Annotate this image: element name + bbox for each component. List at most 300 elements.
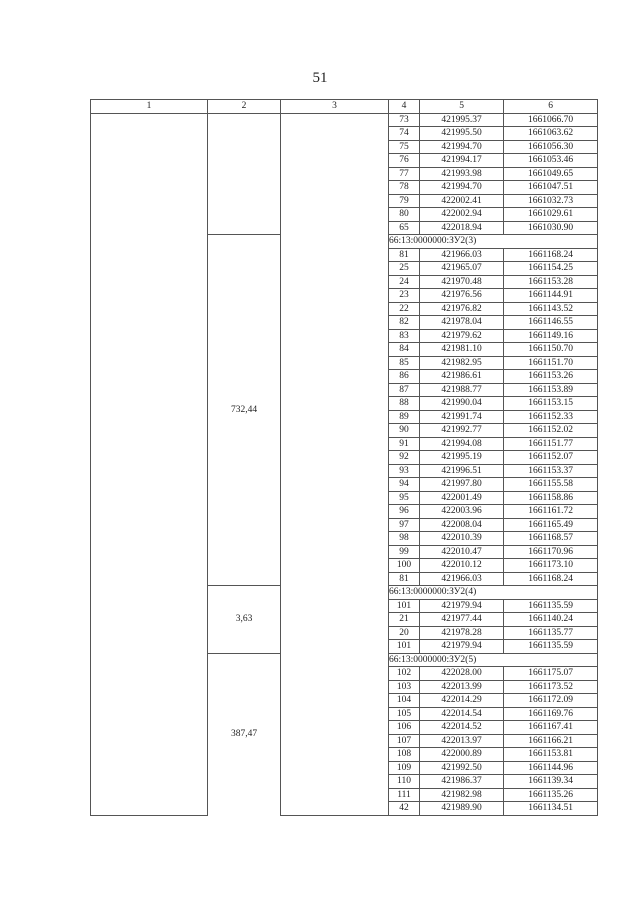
table-row bbox=[91, 707, 598, 721]
faded-cell bbox=[91, 599, 208, 613]
blank-cell bbox=[281, 370, 389, 384]
faded-cell bbox=[91, 316, 208, 330]
point-number: 79 bbox=[389, 194, 420, 208]
y-coordinate: 1661169.76 bbox=[504, 707, 598, 721]
blank-cell bbox=[281, 761, 389, 775]
table-row bbox=[91, 370, 598, 384]
x-coordinate: 422013.97 bbox=[420, 734, 504, 748]
blank-cell bbox=[281, 640, 389, 654]
faded-cell bbox=[91, 626, 208, 640]
x-coordinate: 421997.80 bbox=[420, 478, 504, 492]
faded-cell bbox=[91, 694, 208, 708]
point-number: 88 bbox=[389, 397, 420, 411]
blank-cell bbox=[281, 667, 389, 681]
point-number: 24 bbox=[389, 275, 420, 289]
y-coordinate: 1661152.33 bbox=[504, 410, 598, 424]
header-col-3: 3 bbox=[281, 100, 389, 114]
section-title: 66:13:0000000:ЗУ2(4) bbox=[389, 586, 598, 600]
blank-cell bbox=[281, 788, 389, 802]
blank-cell bbox=[281, 721, 389, 735]
point-number: 75 bbox=[389, 140, 420, 154]
point-number: 65 bbox=[389, 221, 420, 235]
x-coordinate: 422010.12 bbox=[420, 559, 504, 573]
point-number: 77 bbox=[389, 167, 420, 181]
table-row bbox=[91, 194, 598, 208]
x-coordinate: 421990.04 bbox=[420, 397, 504, 411]
y-coordinate: 1661066.70 bbox=[504, 113, 598, 127]
y-coordinate: 1661032.73 bbox=[504, 194, 598, 208]
y-coordinate: 1661053.46 bbox=[504, 154, 598, 168]
faded-cell bbox=[91, 370, 208, 384]
y-coordinate: 1661144.91 bbox=[504, 289, 598, 303]
blank-cell bbox=[281, 221, 389, 235]
faded-cell bbox=[91, 734, 208, 748]
y-coordinate: 1661047.51 bbox=[504, 181, 598, 195]
blank-cell bbox=[281, 802, 389, 816]
section-title: 66:13:0000000:ЗУ2(5) bbox=[389, 653, 598, 667]
point-number: 87 bbox=[389, 383, 420, 397]
x-coordinate: 421986.61 bbox=[420, 370, 504, 384]
y-coordinate: 1661153.37 bbox=[504, 464, 598, 478]
x-coordinate: 421994.70 bbox=[420, 140, 504, 154]
point-number: 105 bbox=[389, 707, 420, 721]
y-coordinate: 1661135.77 bbox=[504, 626, 598, 640]
point-number: 93 bbox=[389, 464, 420, 478]
x-coordinate: 421988.77 bbox=[420, 383, 504, 397]
x-coordinate: 421991.74 bbox=[420, 410, 504, 424]
x-coordinate: 421995.19 bbox=[420, 451, 504, 465]
header-col-1: 1 bbox=[91, 100, 208, 114]
point-number: 89 bbox=[389, 410, 420, 424]
x-coordinate: 422002.94 bbox=[420, 208, 504, 222]
point-number: 101 bbox=[389, 599, 420, 613]
y-coordinate: 1661173.52 bbox=[504, 680, 598, 694]
point-number: 80 bbox=[389, 208, 420, 222]
blank-cell bbox=[281, 181, 389, 195]
y-coordinate: 1661063.62 bbox=[504, 127, 598, 141]
faded-cell bbox=[91, 437, 208, 451]
point-number: 73 bbox=[389, 113, 420, 127]
point-number: 104 bbox=[389, 694, 420, 708]
point-number: 92 bbox=[389, 451, 420, 465]
table-row bbox=[91, 775, 598, 789]
faded-cell bbox=[91, 586, 208, 600]
blank-cell bbox=[281, 680, 389, 694]
faded-cell bbox=[91, 680, 208, 694]
y-coordinate: 1661135.26 bbox=[504, 788, 598, 802]
table-row bbox=[91, 343, 598, 357]
faded-cell bbox=[91, 478, 208, 492]
faded-cell bbox=[91, 343, 208, 357]
table-row bbox=[91, 140, 598, 154]
blank-cell bbox=[208, 221, 281, 235]
point-number: 103 bbox=[389, 680, 420, 694]
table-row bbox=[91, 424, 598, 438]
table-row bbox=[91, 761, 598, 775]
blank-cell bbox=[281, 316, 389, 330]
point-number: 107 bbox=[389, 734, 420, 748]
x-coordinate: 421994.70 bbox=[420, 181, 504, 195]
y-coordinate: 1661167.41 bbox=[504, 721, 598, 735]
page-number: 51 bbox=[312, 70, 328, 86]
point-number: 86 bbox=[389, 370, 420, 384]
table-row bbox=[91, 802, 598, 816]
blank-cell bbox=[281, 262, 389, 276]
y-coordinate: 1661056.30 bbox=[504, 140, 598, 154]
faded-cell bbox=[91, 181, 208, 195]
header-col-4: 4 bbox=[389, 100, 420, 114]
x-coordinate: 421994.17 bbox=[420, 154, 504, 168]
faded-cell bbox=[91, 775, 208, 789]
blank-cell bbox=[281, 613, 389, 627]
faded-cell bbox=[91, 410, 208, 424]
y-coordinate: 1661049.65 bbox=[504, 167, 598, 181]
faded-cell bbox=[91, 653, 208, 667]
faded-cell bbox=[91, 788, 208, 802]
faded-cell bbox=[91, 613, 208, 627]
y-coordinate: 1661153.28 bbox=[504, 275, 598, 289]
x-coordinate: 421966.03 bbox=[420, 248, 504, 262]
y-coordinate: 1661152.07 bbox=[504, 451, 598, 465]
x-coordinate: 422001.49 bbox=[420, 491, 504, 505]
x-coordinate: 421977.44 bbox=[420, 613, 504, 627]
section-row bbox=[91, 235, 598, 249]
x-coordinate: 421976.82 bbox=[420, 302, 504, 316]
faded-cell bbox=[91, 289, 208, 303]
faded-cell bbox=[91, 208, 208, 222]
table-row bbox=[91, 181, 598, 195]
faded-cell bbox=[91, 559, 208, 573]
section-row bbox=[91, 653, 598, 667]
header-col-5: 5 bbox=[420, 100, 504, 114]
table-row bbox=[91, 383, 598, 397]
header-col-2: 2 bbox=[208, 100, 281, 114]
faded-cell bbox=[91, 397, 208, 411]
table-row bbox=[91, 640, 598, 654]
point-number: 23 bbox=[389, 289, 420, 303]
x-coordinate: 421995.50 bbox=[420, 127, 504, 141]
blank-cell bbox=[208, 181, 281, 195]
blank-cell bbox=[281, 545, 389, 559]
table-row bbox=[91, 505, 598, 519]
blank-cell bbox=[281, 586, 389, 600]
blank-cell bbox=[281, 140, 389, 154]
x-coordinate: 421979.62 bbox=[420, 329, 504, 343]
table-row bbox=[91, 667, 598, 681]
table-row bbox=[91, 694, 598, 708]
x-coordinate: 421979.94 bbox=[420, 599, 504, 613]
faded-cell bbox=[91, 235, 208, 249]
blank-cell bbox=[208, 140, 281, 154]
y-coordinate: 1661168.57 bbox=[504, 532, 598, 546]
table-row bbox=[91, 356, 598, 370]
coordinates-table bbox=[90, 99, 598, 816]
table-row bbox=[91, 410, 598, 424]
header-col-6: 6 bbox=[504, 100, 598, 114]
faded-cell bbox=[91, 505, 208, 519]
blank-cell bbox=[281, 424, 389, 438]
point-number: 95 bbox=[389, 491, 420, 505]
table-row bbox=[91, 545, 598, 559]
point-number: 25 bbox=[389, 262, 420, 276]
blank-cell bbox=[281, 707, 389, 721]
faded-cell bbox=[91, 707, 208, 721]
x-coordinate: 421982.95 bbox=[420, 356, 504, 370]
x-coordinate: 421970.48 bbox=[420, 275, 504, 289]
blank-cell bbox=[281, 343, 389, 357]
blank-cell bbox=[281, 518, 389, 532]
x-coordinate: 421979.94 bbox=[420, 640, 504, 654]
table-row bbox=[91, 275, 598, 289]
x-coordinate: 422003.96 bbox=[420, 505, 504, 519]
x-coordinate: 421976.56 bbox=[420, 289, 504, 303]
point-number: 98 bbox=[389, 532, 420, 546]
x-coordinate: 421996.51 bbox=[420, 464, 504, 478]
point-number: 81 bbox=[389, 248, 420, 262]
point-number: 84 bbox=[389, 343, 420, 357]
blank-cell bbox=[281, 694, 389, 708]
y-coordinate: 1661166.21 bbox=[504, 734, 598, 748]
table-row bbox=[91, 613, 598, 627]
blank-cell bbox=[281, 235, 389, 249]
y-coordinate: 1661153.15 bbox=[504, 397, 598, 411]
faded-cell bbox=[91, 667, 208, 681]
x-coordinate: 422028.00 bbox=[420, 667, 504, 681]
point-number: 21 bbox=[389, 613, 420, 627]
table-row bbox=[91, 154, 598, 168]
blank-cell bbox=[281, 653, 389, 667]
table-row bbox=[91, 464, 598, 478]
point-number: 82 bbox=[389, 316, 420, 330]
point-number: 20 bbox=[389, 626, 420, 640]
table-row bbox=[91, 572, 598, 586]
faded-cell bbox=[91, 221, 208, 235]
point-number: 97 bbox=[389, 518, 420, 532]
table-row bbox=[91, 397, 598, 411]
blank-cell bbox=[281, 451, 389, 465]
blank-cell bbox=[281, 626, 389, 640]
y-coordinate: 1661155.58 bbox=[504, 478, 598, 492]
y-coordinate: 1661140.24 bbox=[504, 613, 598, 627]
x-coordinate: 421992.50 bbox=[420, 761, 504, 775]
x-coordinate: 421966.03 bbox=[420, 572, 504, 586]
point-number: 109 bbox=[389, 761, 420, 775]
faded-cell bbox=[91, 113, 208, 127]
table-row bbox=[91, 127, 598, 141]
y-coordinate: 1661134.51 bbox=[504, 802, 598, 816]
table-row bbox=[91, 532, 598, 546]
area-cell: 387,47 bbox=[208, 653, 281, 815]
y-coordinate: 1661153.81 bbox=[504, 748, 598, 762]
faded-cell bbox=[91, 464, 208, 478]
area-cell: 3,63 bbox=[208, 586, 281, 654]
faded-cell bbox=[91, 545, 208, 559]
faded-cell bbox=[91, 154, 208, 168]
x-coordinate: 422002.41 bbox=[420, 194, 504, 208]
table-row bbox=[91, 680, 598, 694]
y-coordinate: 1661029.61 bbox=[504, 208, 598, 222]
point-number: 110 bbox=[389, 775, 420, 789]
y-coordinate: 1661146.55 bbox=[504, 316, 598, 330]
table-row bbox=[91, 721, 598, 735]
point-number: 100 bbox=[389, 559, 420, 573]
y-coordinate: 1661030.90 bbox=[504, 221, 598, 235]
blank-cell bbox=[281, 289, 389, 303]
y-coordinate: 1661175.07 bbox=[504, 667, 598, 681]
blank-cell bbox=[208, 154, 281, 168]
x-coordinate: 421993.98 bbox=[420, 167, 504, 181]
table-row bbox=[91, 221, 598, 235]
x-coordinate: 422010.47 bbox=[420, 545, 504, 559]
y-coordinate: 1661139.34 bbox=[504, 775, 598, 789]
blank-cell bbox=[281, 599, 389, 613]
blank-cell bbox=[281, 275, 389, 289]
faded-cell bbox=[91, 721, 208, 735]
y-coordinate: 1661143.52 bbox=[504, 302, 598, 316]
x-coordinate: 421981.10 bbox=[420, 343, 504, 357]
faded-cell bbox=[91, 802, 208, 816]
blank-cell bbox=[208, 113, 281, 127]
x-coordinate: 422000.89 bbox=[420, 748, 504, 762]
faded-cell bbox=[91, 194, 208, 208]
y-coordinate: 1661154.25 bbox=[504, 262, 598, 276]
x-coordinate: 422014.54 bbox=[420, 707, 504, 721]
table-row bbox=[91, 329, 598, 343]
section-row bbox=[91, 586, 598, 600]
table-row bbox=[91, 437, 598, 451]
table-body bbox=[91, 113, 598, 815]
blank-cell bbox=[281, 397, 389, 411]
blank-cell bbox=[281, 437, 389, 451]
table-row bbox=[91, 167, 598, 181]
x-coordinate: 421992.77 bbox=[420, 424, 504, 438]
x-coordinate: 421978.04 bbox=[420, 316, 504, 330]
faded-cell bbox=[91, 275, 208, 289]
faded-cell bbox=[91, 748, 208, 762]
faded-cell bbox=[91, 518, 208, 532]
faded-cell bbox=[91, 356, 208, 370]
blank-cell bbox=[281, 748, 389, 762]
blank-cell bbox=[281, 208, 389, 222]
faded-cell bbox=[91, 532, 208, 546]
blank-cell bbox=[281, 329, 389, 343]
point-number: 94 bbox=[389, 478, 420, 492]
blank-cell bbox=[208, 167, 281, 181]
blank-cell bbox=[281, 572, 389, 586]
blank-cell bbox=[281, 167, 389, 181]
point-number: 83 bbox=[389, 329, 420, 343]
header-row bbox=[91, 100, 598, 114]
y-coordinate: 1661135.59 bbox=[504, 640, 598, 654]
point-number: 101 bbox=[389, 640, 420, 654]
point-number: 96 bbox=[389, 505, 420, 519]
blank-cell bbox=[281, 356, 389, 370]
blank-cell bbox=[281, 248, 389, 262]
table-row bbox=[91, 599, 598, 613]
x-coordinate: 421986.37 bbox=[420, 775, 504, 789]
blank-cell bbox=[281, 154, 389, 168]
point-number: 102 bbox=[389, 667, 420, 681]
blank-cell bbox=[281, 491, 389, 505]
x-coordinate: 422014.52 bbox=[420, 721, 504, 735]
faded-cell bbox=[91, 572, 208, 586]
blank-cell bbox=[281, 464, 389, 478]
blank-cell bbox=[281, 734, 389, 748]
blank-cell bbox=[281, 559, 389, 573]
faded-cell bbox=[91, 302, 208, 316]
table-row bbox=[91, 208, 598, 222]
y-coordinate: 1661144.96 bbox=[504, 761, 598, 775]
point-number: 22 bbox=[389, 302, 420, 316]
point-number: 106 bbox=[389, 721, 420, 735]
table-row bbox=[91, 316, 598, 330]
faded-cell bbox=[91, 248, 208, 262]
y-coordinate: 1661151.77 bbox=[504, 437, 598, 451]
y-coordinate: 1661168.24 bbox=[504, 248, 598, 262]
faded-cell bbox=[91, 167, 208, 181]
y-coordinate: 1661153.89 bbox=[504, 383, 598, 397]
y-coordinate: 1661150.70 bbox=[504, 343, 598, 357]
x-coordinate: 421995.37 bbox=[420, 113, 504, 127]
x-coordinate: 421965.07 bbox=[420, 262, 504, 276]
table-row bbox=[91, 451, 598, 465]
blank-cell bbox=[281, 505, 389, 519]
faded-cell bbox=[91, 640, 208, 654]
blank-cell bbox=[281, 194, 389, 208]
point-number: 85 bbox=[389, 356, 420, 370]
blank-cell bbox=[281, 775, 389, 789]
y-coordinate: 1661172.09 bbox=[504, 694, 598, 708]
blank-cell bbox=[281, 127, 389, 141]
point-number: 78 bbox=[389, 181, 420, 195]
faded-cell bbox=[91, 761, 208, 775]
blank-cell bbox=[281, 410, 389, 424]
table-row bbox=[91, 559, 598, 573]
x-coordinate: 422010.39 bbox=[420, 532, 504, 546]
faded-cell bbox=[91, 262, 208, 276]
x-coordinate: 422008.04 bbox=[420, 518, 504, 532]
x-coordinate: 422013.99 bbox=[420, 680, 504, 694]
blank-cell bbox=[281, 532, 389, 546]
table-row bbox=[91, 302, 598, 316]
table-row bbox=[91, 626, 598, 640]
x-coordinate: 421989.90 bbox=[420, 802, 504, 816]
faded-cell bbox=[91, 127, 208, 141]
table-row bbox=[91, 262, 598, 276]
table-row bbox=[91, 788, 598, 802]
point-number: 91 bbox=[389, 437, 420, 451]
y-coordinate: 1661158.86 bbox=[504, 491, 598, 505]
y-coordinate: 1661152.02 bbox=[504, 424, 598, 438]
area-cell: 732,44 bbox=[208, 235, 281, 586]
x-coordinate: 422014.29 bbox=[420, 694, 504, 708]
faded-cell bbox=[91, 383, 208, 397]
y-coordinate: 1661170.96 bbox=[504, 545, 598, 559]
point-number: 42 bbox=[389, 802, 420, 816]
table-row bbox=[91, 289, 598, 303]
point-number: 74 bbox=[389, 127, 420, 141]
faded-cell bbox=[91, 329, 208, 343]
y-coordinate: 1661153.26 bbox=[504, 370, 598, 384]
faded-cell bbox=[91, 424, 208, 438]
table-row bbox=[91, 248, 598, 262]
y-coordinate: 1661165.49 bbox=[504, 518, 598, 532]
faded-cell bbox=[91, 491, 208, 505]
faded-cell bbox=[91, 451, 208, 465]
x-coordinate: 421994.08 bbox=[420, 437, 504, 451]
blank-cell bbox=[208, 127, 281, 141]
table-row bbox=[91, 748, 598, 762]
